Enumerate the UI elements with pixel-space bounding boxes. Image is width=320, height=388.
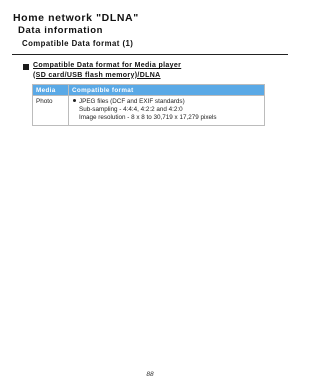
column-header-media: Media xyxy=(33,85,69,96)
square-bullet-icon xyxy=(23,64,29,70)
compatible-format-table xyxy=(32,84,265,126)
subsection-heading xyxy=(33,61,181,80)
page-subtitle: Data information xyxy=(18,25,104,36)
format-detail: Sub-sampling - 4:4:4, 4:2:2 and 4:2:0 xyxy=(79,106,183,113)
media-cell: Photo xyxy=(33,96,69,126)
format-cell xyxy=(69,96,265,126)
page-number: 88 xyxy=(146,371,154,378)
page-title: Home network "DLNA" xyxy=(13,12,139,24)
table-row xyxy=(33,96,265,126)
column-header-format: Compatible format xyxy=(69,85,265,96)
format-detail: Image resolution - 8 x 8 to 30,719 x 17,279 pixels xyxy=(79,114,217,121)
table-header-row xyxy=(33,85,265,96)
format-main: JPEG files (DCF and EXIF standards) xyxy=(79,98,185,105)
bullet-dot-icon xyxy=(73,99,76,102)
header-divider xyxy=(12,54,288,55)
subsection-heading-line1: Compatible Data format for Media player xyxy=(33,62,182,69)
subsection-heading-line2: (SD card/USB flash memory)/DLNA xyxy=(33,71,161,79)
section-title: Compatible Data format (1) xyxy=(22,39,134,48)
